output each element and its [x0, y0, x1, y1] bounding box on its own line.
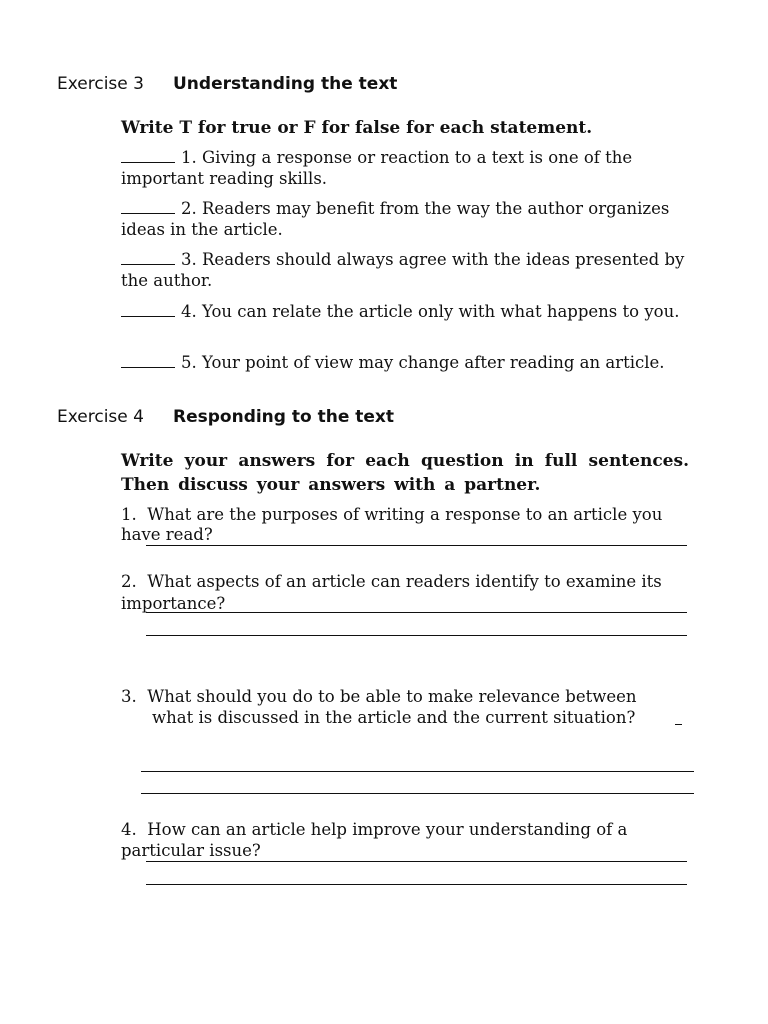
statement-number: 4.	[181, 302, 197, 321]
statement-number: 5.	[181, 353, 197, 372]
question-text: What are the purposes of writing a response to an article you	[147, 505, 663, 524]
question-1-line-1	[121, 504, 662, 525]
statement-2	[121, 198, 701, 240]
statement-text: Readers may benefit from the way the author organizes ideas in the article.	[121, 199, 670, 239]
answer-line-3b[interactable]	[141, 793, 694, 794]
answer-line-4b[interactable]	[146, 884, 687, 885]
exercise-3-instruction: Write T for true or F for false for each statement.	[121, 118, 593, 138]
question-number: 2.	[121, 572, 137, 591]
answer-blank-5[interactable]	[121, 353, 175, 368]
answer-blank-3[interactable]	[121, 250, 175, 265]
exercise-4-instruction-line-2: Then discuss your answers with a partner.	[121, 475, 541, 495]
statement-5	[121, 352, 701, 373]
question-text: What aspects of an article can readers identify to examine its	[147, 572, 662, 591]
exercise-4-title: Responding to the text	[173, 407, 395, 427]
question-number: 4.	[121, 820, 137, 839]
question-number: 3.	[121, 687, 137, 706]
question-4-line-2: particular issue?	[121, 841, 261, 860]
question-1-line-2: have read?	[121, 525, 213, 544]
exercise-3-label: Exercise 3	[57, 74, 144, 94]
question-number: 1.	[121, 505, 137, 524]
exercise-4-instruction-line-1: Write your answers for each question in full sentences.	[121, 451, 689, 471]
statement-text: You can relate the article only with what happens to you.	[202, 302, 680, 321]
answer-line-2b[interactable]	[146, 635, 687, 636]
answer-line-2a[interactable]	[146, 612, 687, 613]
statement-number: 1.	[181, 148, 197, 167]
question-text: How can an article help improve your understanding of a	[147, 820, 628, 839]
statement-3	[121, 249, 701, 291]
question-3-line-2: what is discussed in the article and the current situation?	[152, 708, 636, 727]
question-3-line-1	[121, 686, 637, 707]
answer-blank-1[interactable]	[121, 148, 175, 163]
answer-line-1a[interactable]	[146, 545, 687, 546]
question-2-line-2: importance?	[121, 594, 226, 613]
statement-text: Giving a response or reaction to a text is one of the important reading skills.	[121, 148, 633, 188]
statement-text: Readers should always agree with the ideas presented by the author.	[121, 250, 685, 290]
statement-number: 3.	[181, 250, 197, 269]
answer-blank-4[interactable]	[121, 302, 175, 317]
statement-text: Your point of view may change after reading an article.	[202, 353, 665, 372]
question-text: What should you do to be able to make relevance between	[147, 687, 637, 706]
exercise-3-title: Understanding the text	[173, 74, 398, 94]
exercise-4-label: Exercise 4	[57, 407, 144, 427]
statement-4	[121, 301, 701, 322]
question-2-line-1	[121, 571, 662, 592]
answer-blank-2[interactable]	[121, 199, 175, 214]
answer-line-4a[interactable]	[146, 861, 687, 862]
statement-number: 2.	[181, 199, 197, 218]
question-4-line-1	[121, 819, 627, 840]
statement-1	[121, 147, 701, 189]
answer-line-3-tail[interactable]	[675, 724, 682, 725]
answer-line-3a[interactable]	[141, 771, 694, 772]
